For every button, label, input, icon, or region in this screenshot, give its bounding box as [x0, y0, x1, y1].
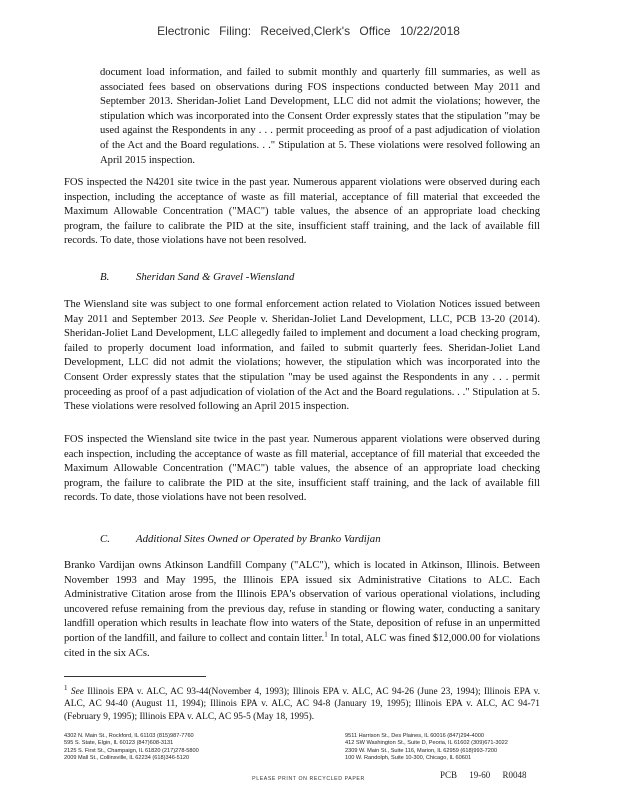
recycled-paper-notice: PLEASE PRINT ON RECYCLED PAPER — [252, 776, 365, 782]
section-heading-c — [100, 533, 530, 549]
paragraph-n4201-inspection: FOS inspected the N4201 site twice in the past year. Numerous apparent violations were observed during each inspection, including the acceptance of waste as fill material, acceptance of fill material that exceeded the Maximum Allowable Concentration ("MAC") table values, the absence of an appropriate load checking program, the failure to calibrate the PID at the site, insufficient staff training, and the lack of available fill records. To date, those violations have not been resolved. — [64, 177, 540, 247]
stamp-board: PCB — [440, 770, 458, 780]
office-address: 595 S. State, Elgin, IL 60123 (847)608-3131 — [64, 740, 174, 747]
footnote-divider — [64, 676, 206, 677]
paragraph-atkinson-landfill — [64, 559, 540, 661]
office-addresses-left — [64, 733, 199, 763]
footnote-text: Illinois EPA v. ALC, AC 93-44(November 4, 1993); Illinois EPA v. ALC, AC 94-26 (June 23, 1994); Illinois EPA v. ALC, AC 94-40 (August 11, 1994); Illinois EPA v. ALC, AC 94-8 (January 19, 1995); Illinois EPA v. ALC, AC 94-71 (February 9, 1995); Illinois EPA v. ALC, AC 95-5 (May 18, 1995). — [64, 687, 541, 722]
section-title: Additional Sites Owned or Operated by Branko Vardijan — [136, 533, 381, 545]
text-run: People v. Sheridan-Joliet Land Development, LLC, PCB 13-20 (2014). Sheridan-Joliet Land Development, LLC allegedly failed to implement and document a load checking program, failed to properly document load information, and failed to submit quarterly fees. Sheridan-Joliet Land Development, LLC did not admit the violations; however, the stipulation which was incorporated into the Consent Order expressly states that the stipulation "may be used against the Respondents in any . . . permit proceeding as proof of a past adjudication of violation of the Act and the Board regulations. . ." Stipulation at 5. These violations were resolved following an April 2015 inspection. — [64, 313, 541, 413]
footnote-citation-signal: See — [70, 687, 84, 697]
office-address: 412 SW Washington St., Suite D, Peoria, IL 61602 (309)671-3022 — [345, 740, 508, 747]
bates-stamp — [440, 770, 527, 780]
text-run: Branko Vardijan owns Atkinson Landfill Company ("ALC"), which is located in Atkinson, Illinois. Between November 1993 and May 1995, the Illinois EPA issued six Administrative Citations to ALC. Each Administrative Citation arose from the Illinois EPA's observation of various operational violations, including uncovered refuse remaining from the previous day, refuse in standing or flowing water, conducting a sanitary landfill operation which results in leachate flow into waters of the State, deposition of refuse in an unpermitted portion of the landfill, and failure to collect and contain litter. — [64, 560, 540, 644]
case-citation-signal: See — [208, 313, 224, 325]
text-run: In total, ALC was fined $12,000.00 for violations cited in the six ACs. — [64, 632, 540, 659]
footnote — [64, 683, 541, 723]
section-letter: B. — [100, 271, 110, 283]
office-address: 9511 Harrison St., Des Plaines, IL 60016 (847)294-4000 — [345, 733, 484, 739]
office-address: 2309 W. Main St., Suite 116, Marion, IL 62959 (618)993-7200 — [345, 747, 498, 754]
paragraph-wiensland-enforcement — [64, 298, 540, 415]
stamp-page-id: R0048 — [502, 770, 527, 780]
footnote-number: 1 — [64, 683, 68, 692]
section-title: Sheridan Sand & Gravel -Wiensland — [136, 271, 295, 283]
office-address: 2009 Mall St., Collinsville, IL 62234 (618)346-5120 — [64, 755, 190, 762]
footnote-reference[interactable]: 1 — [324, 630, 328, 639]
stamp-case-number: 19-60 — [469, 770, 491, 780]
electronic-filing-header: Electronic Filing: Received,Clerk's Office 10/22/2018 — [157, 24, 460, 38]
office-address: 100 W. Randolph, Suite 10-300, Chicago, IL 60601 — [345, 755, 472, 762]
text-run: The Wiensland site was subject to one formal enforcement action related to Violation Notices issued between May 2011 and September 2013. — [64, 299, 540, 325]
paragraph-wiensland-inspection: FOS inspected the Wiensland site twice in the past year. Numerous apparent violations were observed during each inspection, including the acceptance of waste as fill material, acceptance of fill material that exceeded the Maximum Allowable Concentration ("MAC") table values, the absence of an appropriate load checking program, the failure to calibrate the PID at the site, insufficient staff training, and the lack of available fill records. To date, those violations have not been resolved. — [64, 434, 540, 504]
office-address: 4302 N. Main St., Rockford, IL 61103 (815)987-7760 — [64, 733, 194, 739]
section-letter: C. — [100, 533, 110, 545]
paragraph-sheridan-joliet-violations: document load information, and failed to submit monthly and quarterly fill summaries, as well as associated fees based on observations during FOS inspections conducted between May 2011 and September 2013. Sheridan-Joliet Land Development, LLC did not admit the violations; however, the stipulation which was incorporated into the Consent Order expressly states that the stipulation "may be used against the Respondents in any . . . permit proceeding as proof of a past adjudication of violation of the Act and the Board regulations. . ." Stipulation at 5. These violations were resolved following an April 2015 inspection. — [100, 67, 540, 166]
office-addresses-right — [345, 733, 508, 763]
section-heading-b — [100, 271, 520, 287]
office-address: 2125 S. First St., Champaign, IL 61820 (217)278-5800 — [64, 747, 199, 754]
